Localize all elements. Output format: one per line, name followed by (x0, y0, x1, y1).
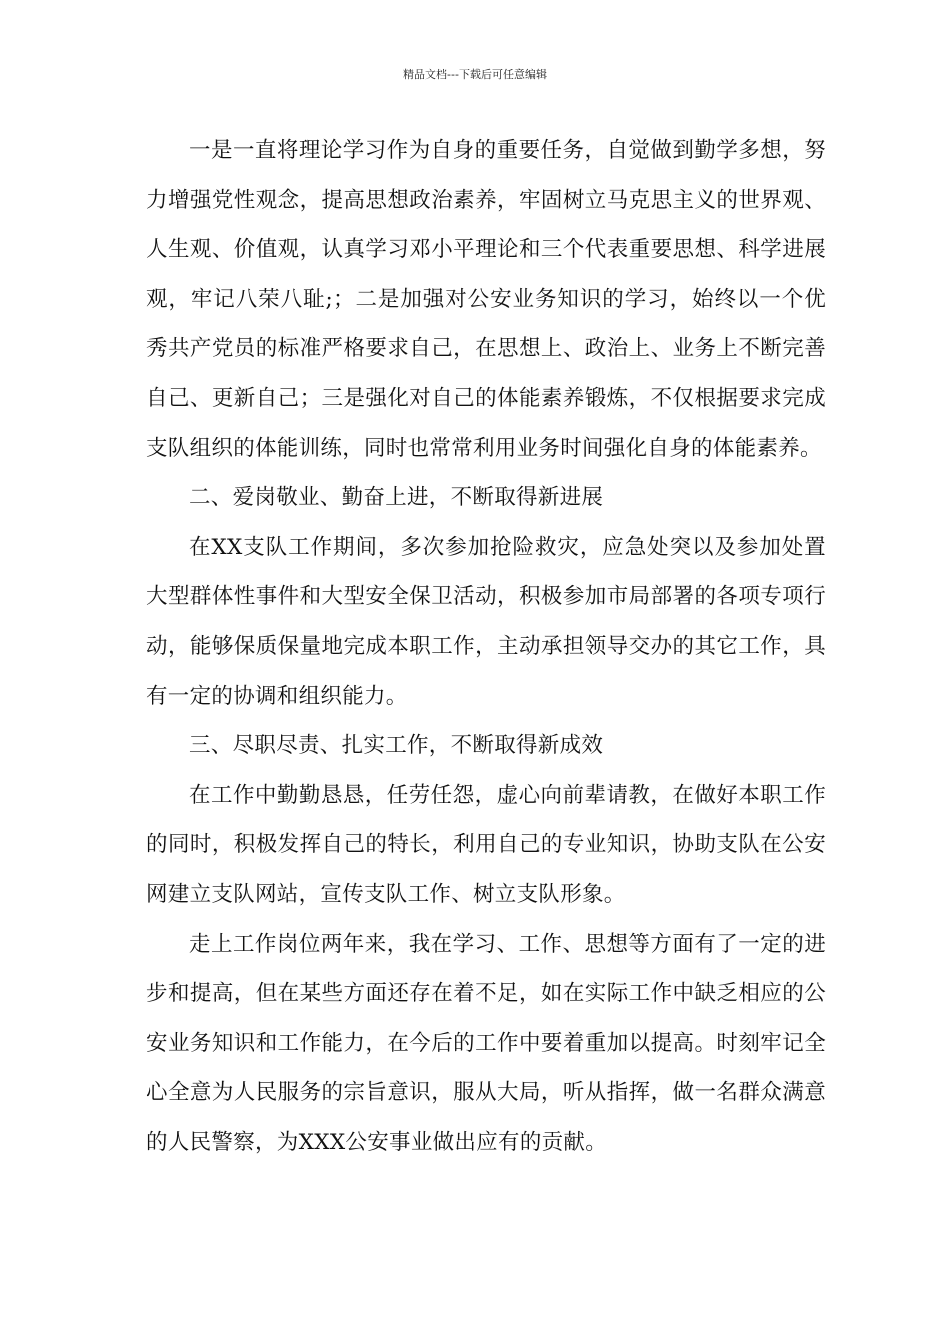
document-body (146, 126, 826, 1167)
paragraph-duty: 在XX支队工作期间，多次参加抢险救灾，应急处突以及参加处置大型群体性事件和大型安全保卫活动，积极参加市局部署的各项专项行动，能够保质保量地完成本职工作，主动承担领导交办的其它工作，具有一定的协调和组织能力。 (146, 534, 826, 709)
page-header: 精品文档---下载后可任意编辑 (403, 68, 547, 81)
section-heading-3: 三、尽职尽责、扎实工作，不断取得新成效 (189, 733, 604, 759)
paragraph-work: 在工作中勤勤恳恳，任劳任怨，虚心向前辈请教，在做好本职工作的同时，积极发挥自己的特长，利用自己的专业知识，协助支队在公安网建立支队网站，宣传支队工作、树立支队形象。 (146, 782, 826, 907)
section-heading-2: 二、爱岗敬业、勤奋上进，不断取得新进展 (189, 485, 604, 511)
paragraph-study: 一是一直将理论学习作为自身的重要任务，自觉做到勤学多想，努力增强党性观念，提高思想政治素养，牢固树立马克思主义的世界观、人生观、价值观，认真学习邓小平理论和三个代表重要思想、科学进展观，牢记八荣八耻;；二是加强对公安业务知识的学习，始终以一个优秀共产党员的标准严格要求自己，在思想上、政治上、业务上不断完善自己、更新自己；三是强化对自己的体能素养锻炼，不仅根据要求完成支队组织的体能训练，同时也常常利用业务时间强化自身的体能素养。 (146, 138, 826, 461)
paragraph-summary: 走上工作岗位两年来，我在学习、工作、思想等方面有了一定的进步和提高，但在某些方面还存在着不足，如在实际工作中缺乏相应的公安业务知识和工作能力，在今后的工作中要着重加以提高。时刻牢记全心全意为人民服务的宗旨意识，服从大局，听从指挥，做一名群众满意的人民警察，为XXX公安事业做出应有的贡献。 (146, 931, 826, 1155)
